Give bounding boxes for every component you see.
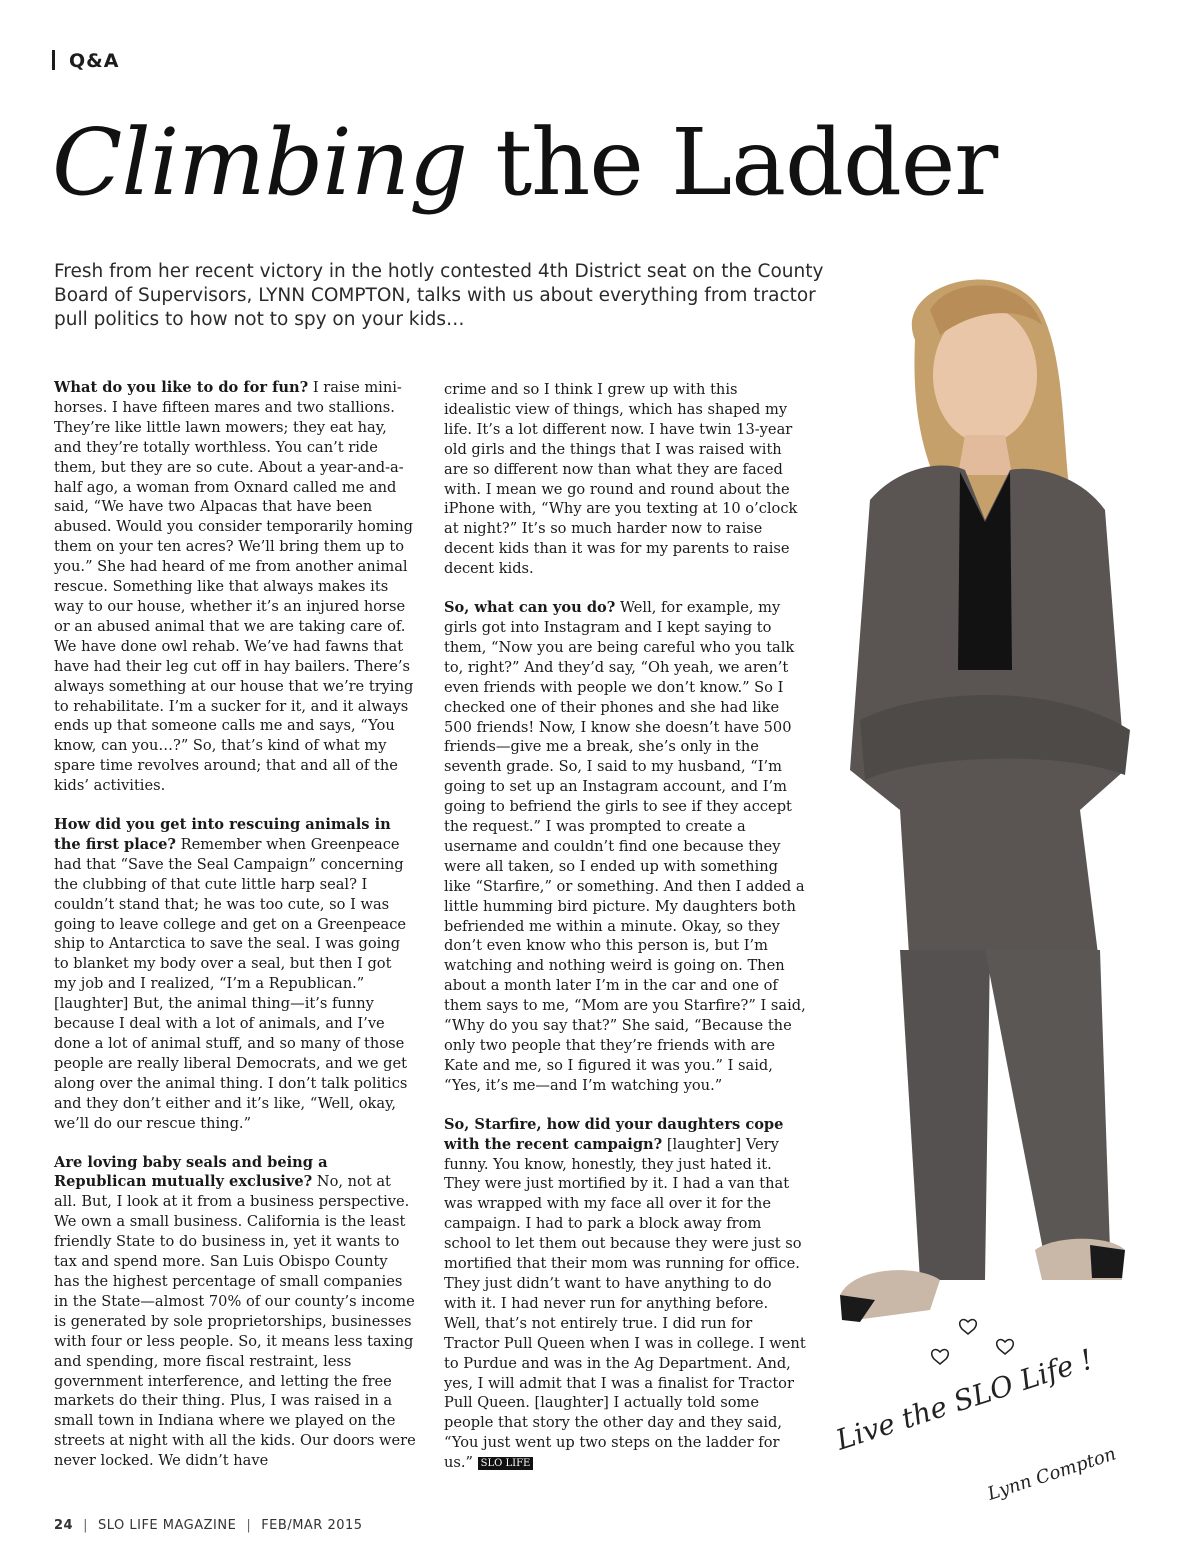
page-footer (54, 1518, 363, 1533)
qa-paragraph (54, 1153, 416, 1472)
answer: I raise mini-horses. I have fifteen mares and two stallions. They’re like little lawn mowers; they eat hay, and they’re totally worthless. You can’t ride them, but they are so cute. About a year-and-a-half ago, a woman from Oxnard called me and said, “We have two Alpacas that have been abused. Would you consider temporarily homing them on your ten acres? We’ll bring them up to you.” She had heard of me from another animal rescue. Something like that always makes its way to our house, whether it’s an injured horse or an abused animal that we are taking care of. We have done owl rehab. We’ve had fawns that have had their leg cut off in hay bailers. There’s always something at our house that we’re trying to rehabilitate. I’m a sucker for it, and it always ends up that someone calls me and says, “You know, can you…?” So, that’s kind of what my spare time revolves around; that and all of the kids’ activities. (54, 379, 414, 795)
question: So, Starfire, how did your daughters cope with the recent campaign? (444, 1115, 784, 1153)
page-number: 24 (54, 1518, 74, 1533)
handwritten-signature: Lynn Compton (985, 1443, 1119, 1505)
publication-name: SLO LIFE MAGAZINE (97, 1518, 237, 1533)
section-bar (52, 50, 55, 70)
heart-doodle-icon (997, 1340, 1014, 1354)
handwritten-message: Live the SLO Life ! (831, 1342, 1097, 1457)
section-label (52, 50, 119, 72)
article-title (52, 109, 998, 216)
article-dek: Fresh from her recent victory in the hotly contested 4th District seat on the County Board of Supervisors, LYNN COMPTON, talks with us about everything from tractor pull politics to how not to spy on your kids… (54, 261, 824, 330)
handwritten-note (800, 1300, 1200, 1510)
question: What do you like to do for fun? (54, 379, 309, 396)
article-column-1 (54, 378, 416, 1490)
question: Are loving baby seals and being a Republican mutually exclusive? (54, 1153, 328, 1191)
issue-date: FEB/MAR 2015 (261, 1518, 363, 1533)
answer: Well, for example, my girls got into Instagram and I kept saying to them, “Now you are being careful who you talk to, right?” And they’d say, “Oh yeah, we aren’t even friends with people we don’t know.” So I checked one of their phones and she had like 500 friends! Now, I know she doesn’t have 500 friends—give me a break, she’s only in the seventh grade. So, I said to my husband, “I’m going to set up an Instagram account, and I’m going to befriend the girls to see if they accept the request.” I was prompted to create a username and couldn’t find one because they were all taken, so I ended up with something like “Starfire,” or something. And then I added a little humming bird picture. My daughters both befriended me within a minute. Okay, so they don’t even know who this person is, but I’m watching and nothing weird is going on. Then about a month later I’m in the car and one of them says to me, “Mom are you Starfire?” I said, “Why do you say that?” She said, “Because the only two people that they’re friends with are Kate and me, so I figured it was you.” I said, “Yes, it’s me—and I’m watching you.” (444, 599, 806, 1094)
qa-paragraph (444, 1115, 806, 1473)
qa-paragraph (54, 815, 416, 1134)
question: So, what can you do? (444, 599, 616, 617)
answer: crime and so I think I grew up with this idealistic view of things, which has shaped my life. It’s a lot different now. I have twin 13-year old girls and the things that I was raised with are so different now than what they are faced with. I mean we go round and round about the iPhone with, “Why are you texting at 10 o’clock at night?” It’s so much harder now to raise decent kids than it was for my parents to raise decent kids. (444, 381, 798, 578)
answer: No, not at all. But, I look at it from a business perspective. We own a small business. California is the least friendly State to do business in, yet it wants to tax and spend more. San Luis Obispo County has the highest percentage of small companies in the State—almost 70% of our county’s income is generated by sole proprietorships, businesses with four or less people. So, it means less taxing and spending, more fiscal restraint, less government interference, and letting the free markets do their thing. Plus, I was raised in a small town in Indiana where we played on the streets at night with all the kids. Our doors were never locked. We didn’t have (54, 1173, 416, 1470)
qa-paragraph (444, 598, 806, 1096)
footer-separator: | (246, 1518, 252, 1533)
answer: Remember when Greenpeace had that “Save the Seal Campaign” concerning the clubbing of that cute little harp seal? I couldn’t stand that; he was too cute, so I was going to leave college and get on a Greenpeace ship to Antarctica to save the seal. I was going to blanket my body over a seal, but then I got my job and I realized, “I’m a Republican.” [laughter] But, the animal thing—it’s funny because I deal with a lot of animals, and I’ve done a lot of animal stuff, and so many of those people are really liberal Democrats, and we get along over the animal thing. I don’t talk politics and they don’t either and it’s like, “Well, okay, we’ll do our rescue thing.” (54, 835, 408, 1132)
title-italic: Climbing (52, 109, 467, 216)
heart-doodle-icon (932, 1350, 949, 1364)
answer: [laughter] Very funny. You know, honestly, they just hated it. They were just mortified by it. I had a van that was wrapped with my face all over it for the campaign. I had to park a block away from school to let them out because they were just so mortified that their mom was running for office. They just didn’t want to have anything to do with it. I had never run for anything before. Well, that’s not entirely true. I did run for Tractor Pull Queen when I was in college. I went to Purdue and was in the Ag Department. And, yes, I will admit that I was a finalist for Tractor Pull Queen. [laughter] I actually told some people that story the other day and they said, “You just went up two steps on the ladder for us.” (444, 1135, 806, 1472)
qa-paragraph (54, 378, 416, 796)
section-text: Q&A (69, 50, 120, 72)
question: How did you get into rescuing animals in the first place? (54, 816, 391, 853)
end-mark: SLO LIFE (478, 1457, 534, 1470)
portrait-photo (780, 250, 1200, 1370)
title-rest: the Ladder (466, 109, 998, 216)
heart-doodle-icon (960, 1320, 977, 1334)
footer-separator: | (83, 1518, 88, 1533)
qa-paragraph (444, 380, 806, 579)
article-column-2 (444, 380, 806, 1492)
